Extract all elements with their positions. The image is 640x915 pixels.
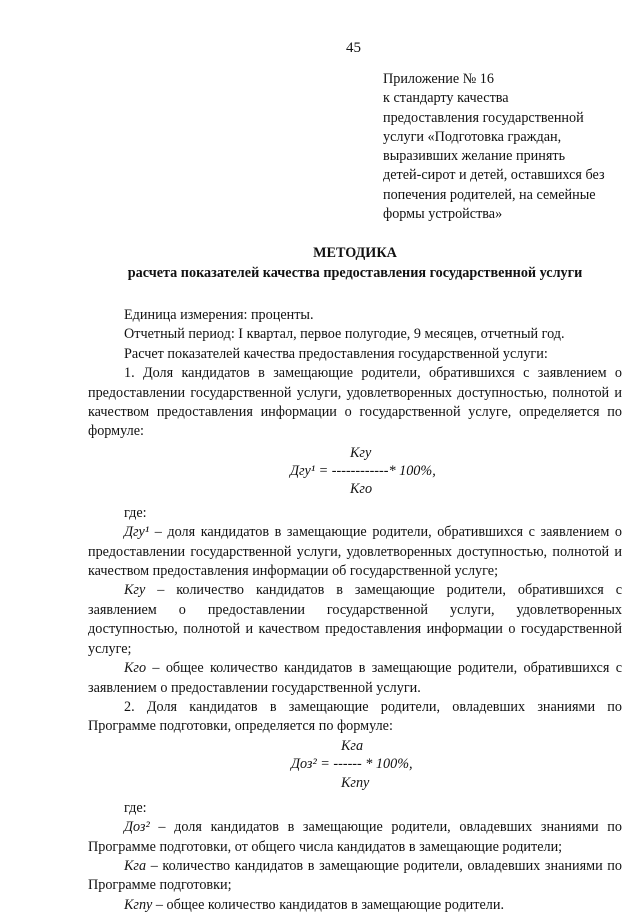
- annex-line: Приложение № 16: [383, 71, 494, 87]
- item1-paragraph: 1. Доля кандидатов в замещающие родители, обратившихся с заявлением о предоставлении государственной услуги, удовлетворенных доступностью, полнотой и качеством предоставления информации о государственной услуге, определяется по формуле:: [88, 365, 622, 440]
- page-number: 45: [346, 40, 361, 56]
- annex-line: выразивших желание принять: [383, 148, 566, 165]
- item2-paragraph: 2. Доля кандидатов в замещающие родители, овладевших знаниями по Программе подготовки, определяется по формуле:: [88, 698, 622, 735]
- formula-1: [88, 442, 622, 502]
- formula-2-expression: Доз² = ------ * 100%,: [291, 755, 413, 772]
- document-subtitle: расчета показателей качества предоставления государственной услуги: [127, 265, 583, 281]
- formula-1-denominator: Кго: [350, 480, 373, 497]
- formula-2: [88, 737, 622, 795]
- annex-line: к стандарту качества: [383, 90, 509, 107]
- document-body: [88, 306, 622, 915]
- definition-text: – количество кандидатов в замещающие родители, обратившихся с заявлением о предоставлении государственной услуги, удовлетворенных доступностью, полнотой и качеством предоставления информации о государственной услуге;: [88, 582, 622, 657]
- formula-1-numerator: Кгу: [350, 444, 372, 461]
- term-kga: Кга: [124, 857, 147, 874]
- term-kgo: Кго: [124, 660, 147, 677]
- definition-text: – общее количество кандидатов в замещающие родители, обратившихся с заявлением о предоставлении государственной услуги.: [88, 660, 622, 696]
- term-dgu: Дгу¹: [124, 524, 150, 541]
- definition-text: – общее количество кандидатов в замещающие родители.: [152, 896, 504, 913]
- definition-1: [88, 523, 622, 581]
- definition-text: – доля кандидатов в замещающие родители, овладевших знаниями по Программе подготовки, от общего числа кандидатов в замещающие родители;: [88, 819, 622, 855]
- annex-line: формы устройства»: [383, 206, 503, 223]
- definition-text: – доля кандидатов в замещающие родители, обратившихся с заявлением о предоставлении государственной услуги, удовлетворенных доступностью, полнотой и качеством предоставления информации об государственной услуге;: [88, 524, 622, 580]
- where-label-2: где:: [124, 799, 147, 816]
- where-label-1: где:: [124, 504, 147, 521]
- annex-block: [383, 70, 623, 224]
- document-title: МЕТОДИКА: [313, 245, 397, 261]
- annex-line: услуги «Подготовка граждан,: [383, 128, 562, 145]
- definition-4: [88, 818, 622, 857]
- annex-line: детей-сирот и детей, оставшихся без: [383, 167, 605, 184]
- term-doz: Доз²: [124, 819, 150, 836]
- definition-6: [88, 896, 622, 915]
- definition-text: – количество кандидатов в замещающие родители, овладевших знаниями по Программе подготовки;: [88, 857, 622, 894]
- document-title-block: [88, 243, 622, 283]
- period-paragraph: Отчетный период: I квартал, первое полугодие, 9 месяцев, отчетный год.: [124, 326, 565, 343]
- definition-5: [88, 857, 622, 896]
- term-kgpu: Кгпу: [124, 896, 153, 913]
- definition-3: [88, 659, 622, 698]
- term-kgu: Кгу: [124, 582, 146, 599]
- annex-line: попечения родителей, на семейные: [383, 186, 596, 203]
- formula-2-denominator: Кгпу: [341, 774, 370, 791]
- calc-intro-paragraph: Расчет показателей качества предоставления государственной услуги:: [124, 345, 548, 362]
- definition-2: [88, 581, 622, 659]
- formula-1-expression: Дгу¹ = ------------* 100%,: [290, 462, 436, 479]
- unit-paragraph: Единица измерения: проценты.: [124, 307, 314, 323]
- formula-2-numerator: Кга: [341, 737, 364, 754]
- annex-line: предоставления государственной: [383, 109, 584, 126]
